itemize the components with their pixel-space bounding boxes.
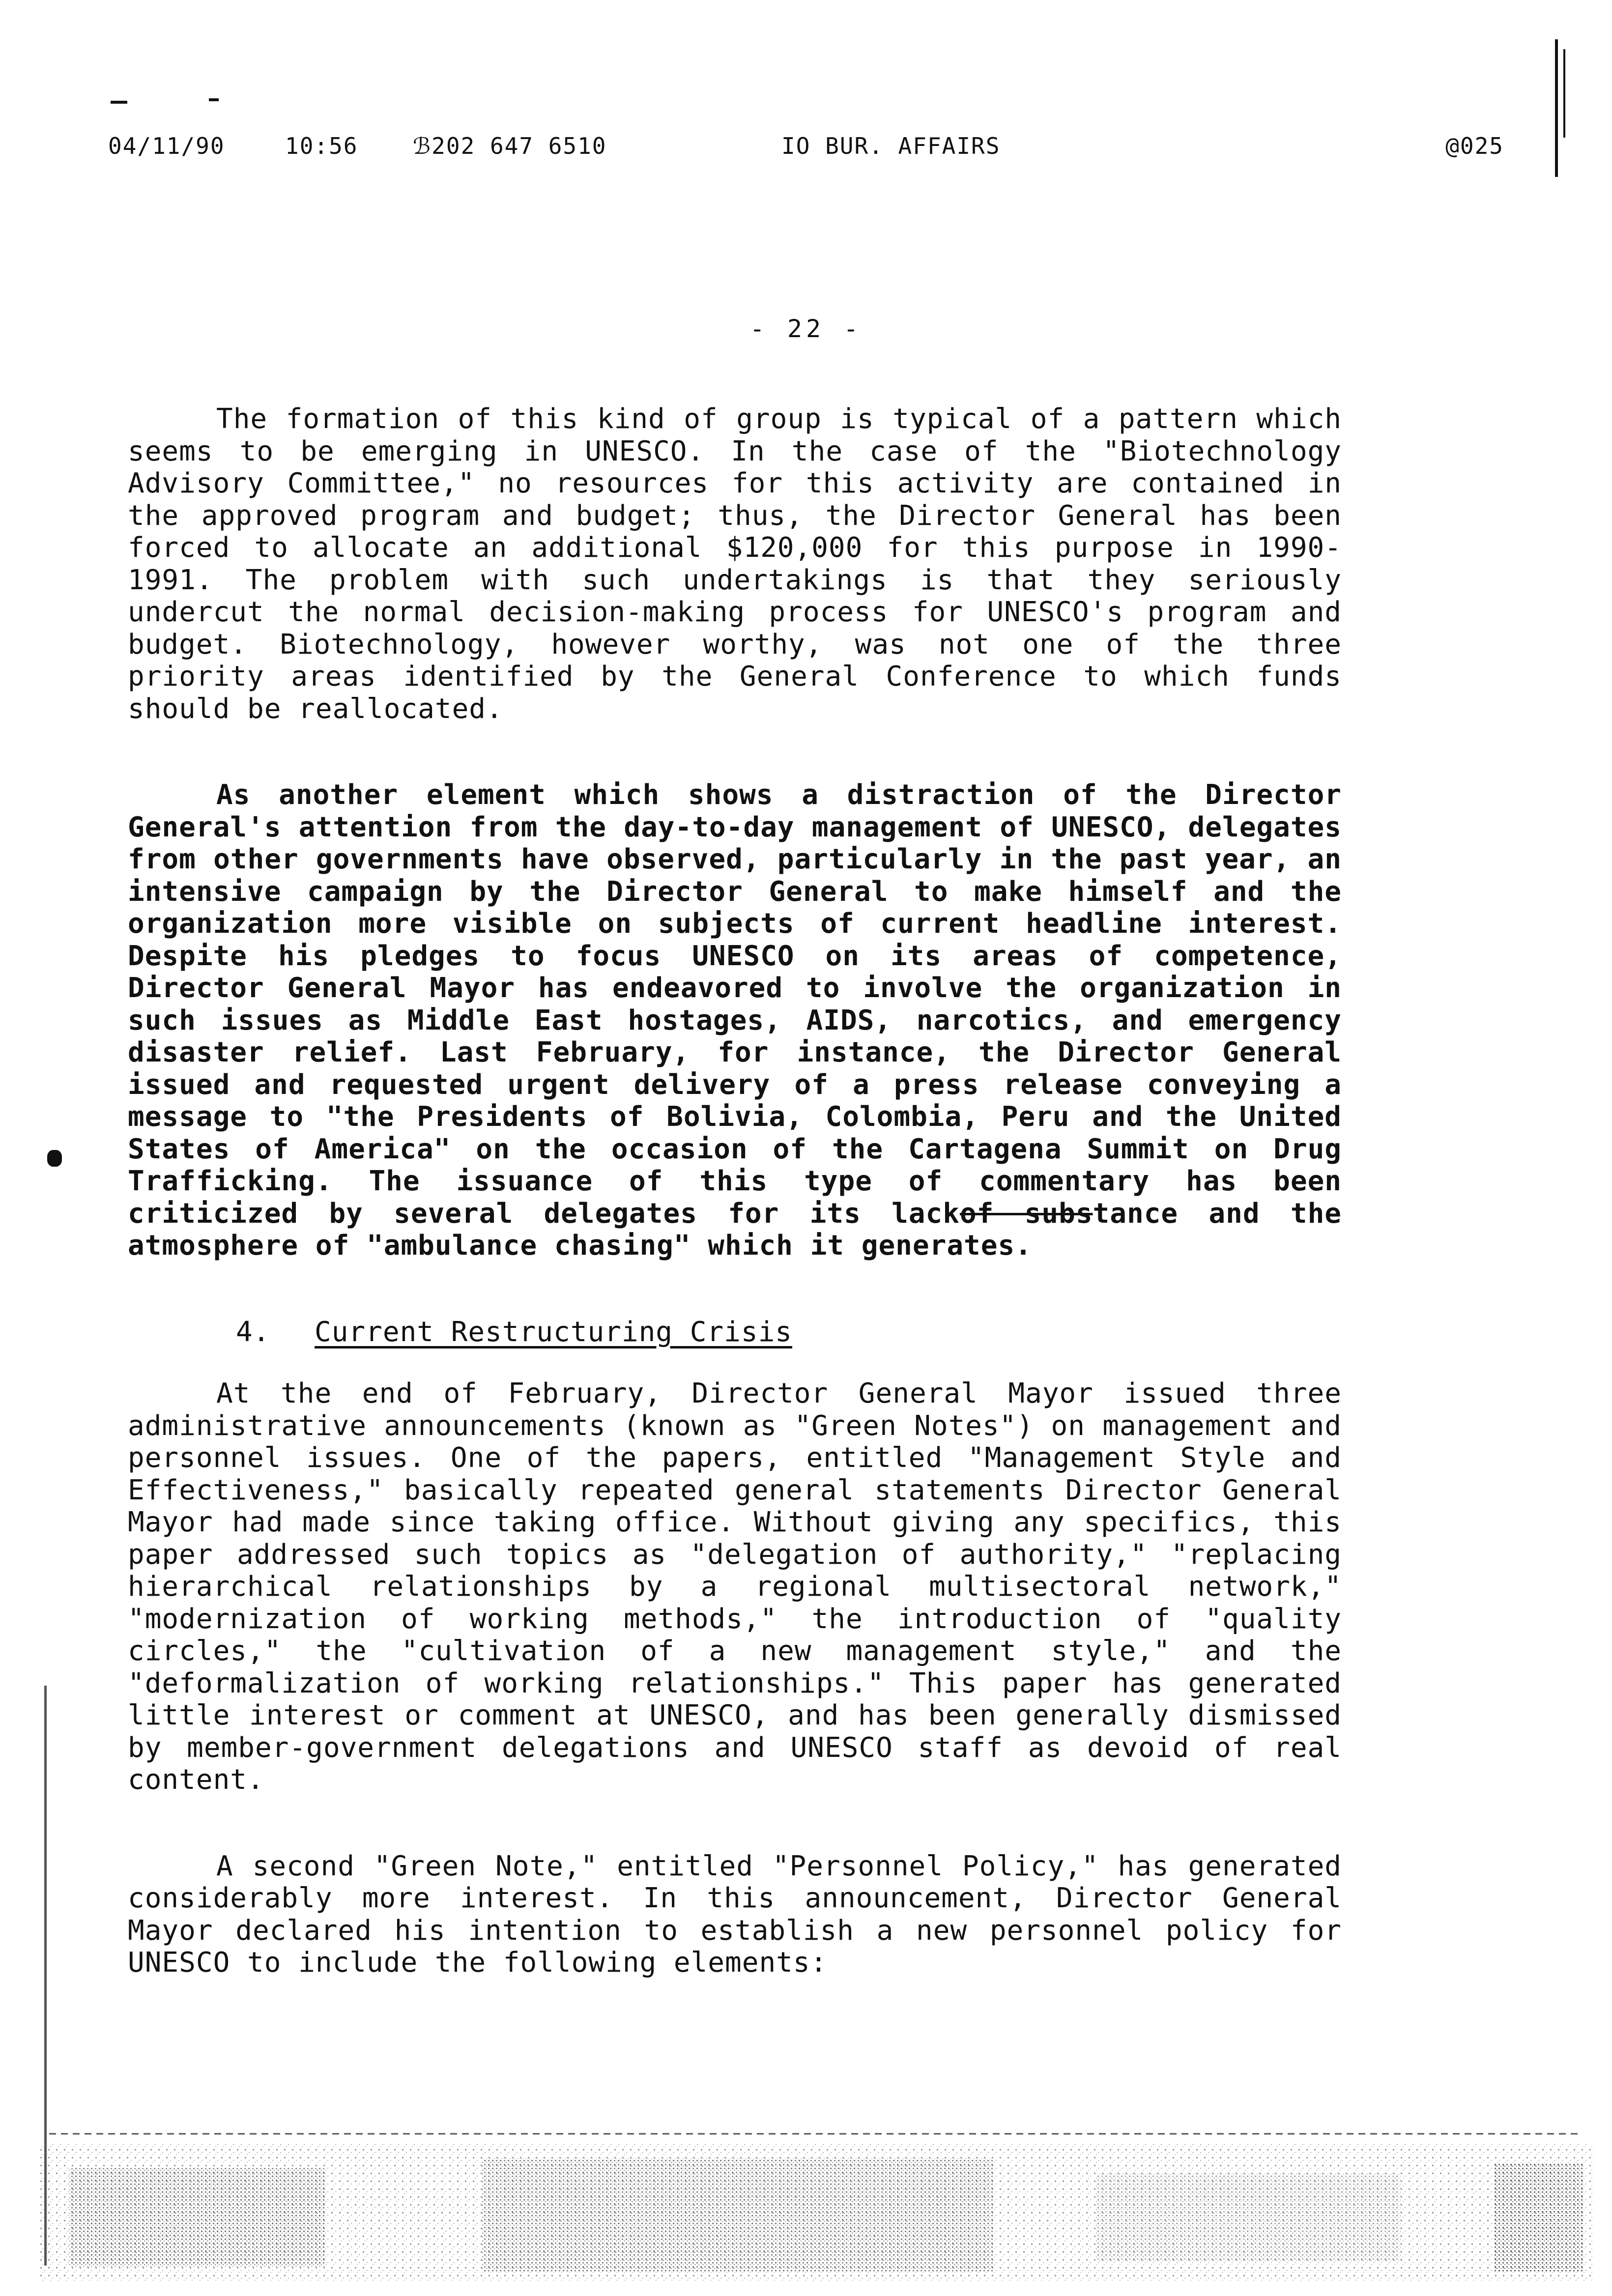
scan-noise-band bbox=[39, 2124, 1592, 2281]
struck-text: of subs bbox=[959, 1197, 1093, 1230]
scan-speck bbox=[47, 1150, 62, 1167]
section-number: 4. bbox=[236, 1316, 270, 1348]
section-heading bbox=[236, 1316, 1342, 1349]
fax-header bbox=[108, 133, 1504, 177]
paragraph-distraction bbox=[128, 779, 1342, 1262]
fax-time: 10:56 bbox=[285, 133, 358, 159]
scan-dash bbox=[111, 101, 127, 104]
scan-edge-line bbox=[1563, 49, 1565, 138]
paragraph-green-notes: At the end of February, Director General Mayor issued three administrative announcements (known as "Green Notes") on management and personnel issues. One of the papers, entitled "Management Style and Effectiveness," basically repeated general statements Director General Mayor had made since taking office. Without giving any specifics, this paper addressed such topics as "delegation of authority," "replacing hierarchical relationships by a regional multisectoral network," "modernization of working methods," the introduction of "quality circles," the "cultivation of a new management style," and the "deformalization of working relationships." This paper has generated little interest or comment at UNESCO, and has been generally dismissed by member-government delegations and UNESCO staff as devoid of real content. bbox=[128, 1378, 1342, 1796]
paragraph-biotechnology: The formation of this kind of group is typical of a pattern which seems to be emerging in UNESCO. In the case of the "Biotechnology Advisory Committee," no resources for this activity are contained in the approved program and budget; thus, the Director General has been forced to allocate an additional $120,000 for this purpose in 1990-1991. The problem with such undertakings is that they seriously undercut the normal decision-making process for UNESCO's program and budget. Biotechnology, however worthy, was not one of the three priority areas identified by the General Conference to which funds should be reallocated. bbox=[128, 403, 1342, 725]
fax-phone: ℬ202 647 6510 bbox=[413, 133, 607, 159]
paragraph-text-continued: tance and the atmosphere of "ambulance chasing" which it generates. bbox=[128, 1197, 1342, 1262]
page-number: - 22 - bbox=[749, 315, 863, 343]
paragraph-text: As another element which shows a distraction of the Director General's attention from the day-to-day management of UNESCO, delegates from other governments have observed, particularly in the past year, an intensive campaign by the Director General to make himself and the organization more visible on subjects of current headline interest. Despite his pledges to focus UNESCO on its areas of competence, Director General Mayor has endeavored to involve the organization in such issues as Middle East hostages, AIDS, narcotics, and emergency disaster relief. Last February, for instance, the Director General issued and requested urgent delivery of a press release conveying a message to "the Presidents of Bolivia, Colombia, Peru and the United States of America" on the occasion of the Cartagena Summit on Drug Trafficking. The issuance of this type of commentary has been criticized by several delegates for its lack bbox=[128, 779, 1342, 1230]
scan-dash bbox=[209, 98, 219, 101]
section-title: Current Restructuring Crisis bbox=[315, 1316, 793, 1348]
scan-edge-line bbox=[1555, 39, 1558, 177]
paragraph-personnel-policy: A second "Green Note," entitled "Personnel Policy," has generated considerably more interest. In this announcement, Director General Mayor declared his intention to establish a new personnel policy for UNESCO to include the following elements: bbox=[128, 1850, 1342, 1979]
fax-date: 04/11/90 bbox=[108, 133, 225, 159]
document-body bbox=[128, 403, 1342, 2033]
fax-page-counter: @025 bbox=[1445, 133, 1504, 159]
fax-office: IO BUR. AFFAIRS bbox=[781, 133, 1001, 159]
